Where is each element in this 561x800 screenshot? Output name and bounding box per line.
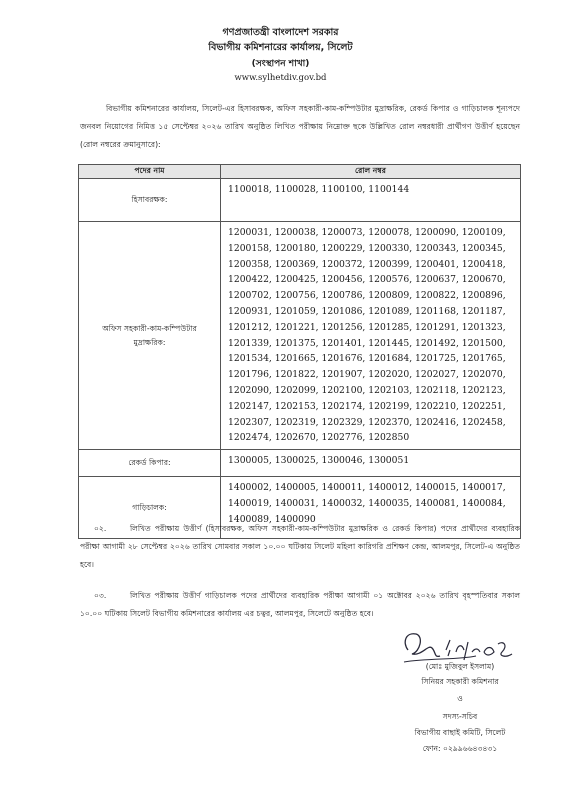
signatory-role: সদস্য-সচিব <box>442 712 478 721</box>
roll-numbers: 1100018, 1100028, 1100100, 1100144 <box>221 179 521 222</box>
paragraph-text: লিখিত পরীক্ষায় উত্তীর্ণ (হিসাবরক্ষক, অফিস সহকারী-কাম-কম্পিউটার মুদ্রাক্ষরিক ও রেকর্ড কিপার) পদের প্রার্থীদের ব্যবহারিক পরীক্ষা আগামী ২৮ সেপ্টেম্বর ২০২৬ তারিখ সোমবার সকাল ১০.০০ ঘটিকায় সিলেট মহিলা কারিগরি প্রশিক্ষণ কেন্দ্র, আলমপুর, সিলেট-এ অনুষ্ঠিত হবে। <box>80 524 520 569</box>
post-name: রেকর্ড কিপার: <box>79 450 221 477</box>
roll-numbers: 1400002, 1400005, 1400011, 1400012, 1400015, 1400017, 1400019, 1400031, 1400032, 1400035, 1400081, 1400084, 1400089, 1400090 <box>221 477 521 539</box>
post-name: গাড়িচালক: <box>79 477 221 539</box>
paragraph-driver-exam <box>80 587 520 623</box>
roll-numbers: 1200031, 1200038, 1200073, 1200078, 1200090, 1200109, 1200158, 1200180, 1200229, 1200330, 1200343, 1200345, 1200358, 1200369, 1200372, 1200399, 1200401, 1200418, 1200422, 1200425, 1200456, 1200576, 1200637, 1200670, 1200702, 1200756, 1200786, 1200809, 1200822, 1200896, 1200931, 1201059, 1201086, 1201089, 1201168, 1201187, 1201212, 1201221, 1201256, 1201285, 1201291, 1201323, 1201339, 1201375, 1201401, 1201445, 1201492, 1201500, 1201534, 1201665, 1201676, 1201684, 1201725, 1201765, 1201796, 1201822, 1201907, 1202020, 1202027, 1202070, 1202090, 1202099, 1202100, 1202103, 1202118, 1202123, 1202147, 1202153, 1202174, 1202199, 1202210, 1202251, 1202307, 1202319, 1202329, 1202370, 1202416, 1202458, 1202474, 1202670, 1202776, 1202850 <box>221 222 521 450</box>
table-row <box>79 222 521 450</box>
column-header-roll: রোল নম্বর <box>221 165 521 179</box>
signatory-conjunction: ও <box>457 694 463 703</box>
paragraph-number: ০৩. <box>94 591 107 600</box>
table-row <box>79 179 521 222</box>
intro-paragraph: বিভাগীয় কমিশনারের কার্যালয়, সিলেট-এর হিসাবরক্ষক, অফিস সহকারী-কাম-কম্পিউটার মুদ্রাক্ষরিক, রেকর্ড কিপার ও গাড়িচালক শূন্যপদে জনবল নিয়োগের নিমিত্ত ১৫ সেপ্টেম্বর ২০২৬ তারিখ অনুষ্ঠিত লিখিত পরীক্ষায় নিম্নোক্ত ছকে উল্লিখিত রোল নম্বরধারী প্রার্থীগণ উত্তীর্ণ হয়েছেন (রোল নম্বরের ক্রমানুসারে): <box>80 104 520 149</box>
roll-numbers: 1300005, 1300025, 1300046, 1300051 <box>221 450 521 477</box>
header-section: (সংস্থাপন শাখা) <box>251 59 310 69</box>
post-name: হিসাবরক্ষক: <box>79 179 221 222</box>
signatory-phone: ফোন: ০২৯৯৬৬৪৩৪৩১ <box>422 744 498 753</box>
signatory-name: (মোঃ মুজিবুল ইসলাম) <box>425 662 495 671</box>
header-office: বিভাগীয় কমিশনারের কার্যালয়, সিলেট <box>208 42 353 53</box>
signatory-committee: বিভাগীয় বাছাই কমিটি, সিলেট <box>414 728 506 737</box>
table-row <box>79 450 521 477</box>
paragraph-text: লিখিত পরীক্ষায় উত্তীর্ণ গাড়িচালক পদের প্রার্থীদের ব্যবহারিক পরীক্ষা আগামী ০১ অক্টোবর ২০২৬ তারিখ বৃহস্পতিবার সকাল ১০.০০ ঘটিকায় সিলেট বিভাগীয় কমিশনারের কার্যালয় এর চত্বর, আলমপুর, সিলেটে অনুষ্ঠিত হবে। <box>80 591 520 618</box>
result-table <box>78 164 521 539</box>
column-header-post: পদের নাম <box>79 165 221 179</box>
header-website: www.sylhetdiv.gov.bd <box>234 73 327 83</box>
signatory-designation: সিনিয়র সহকারী কমিশনার <box>421 677 499 686</box>
table-header-row <box>79 165 521 179</box>
paragraph-number: ০২. <box>94 524 107 533</box>
paragraph-practical-exam <box>80 520 520 574</box>
post-name: অফিস সহকারী-কাম-কম্পিউটার মুদ্রাক্ষরিক: <box>79 222 221 450</box>
header-government: গণপ্রজাতন্ত্রী বাংলাদেশ সরকার <box>222 27 339 38</box>
